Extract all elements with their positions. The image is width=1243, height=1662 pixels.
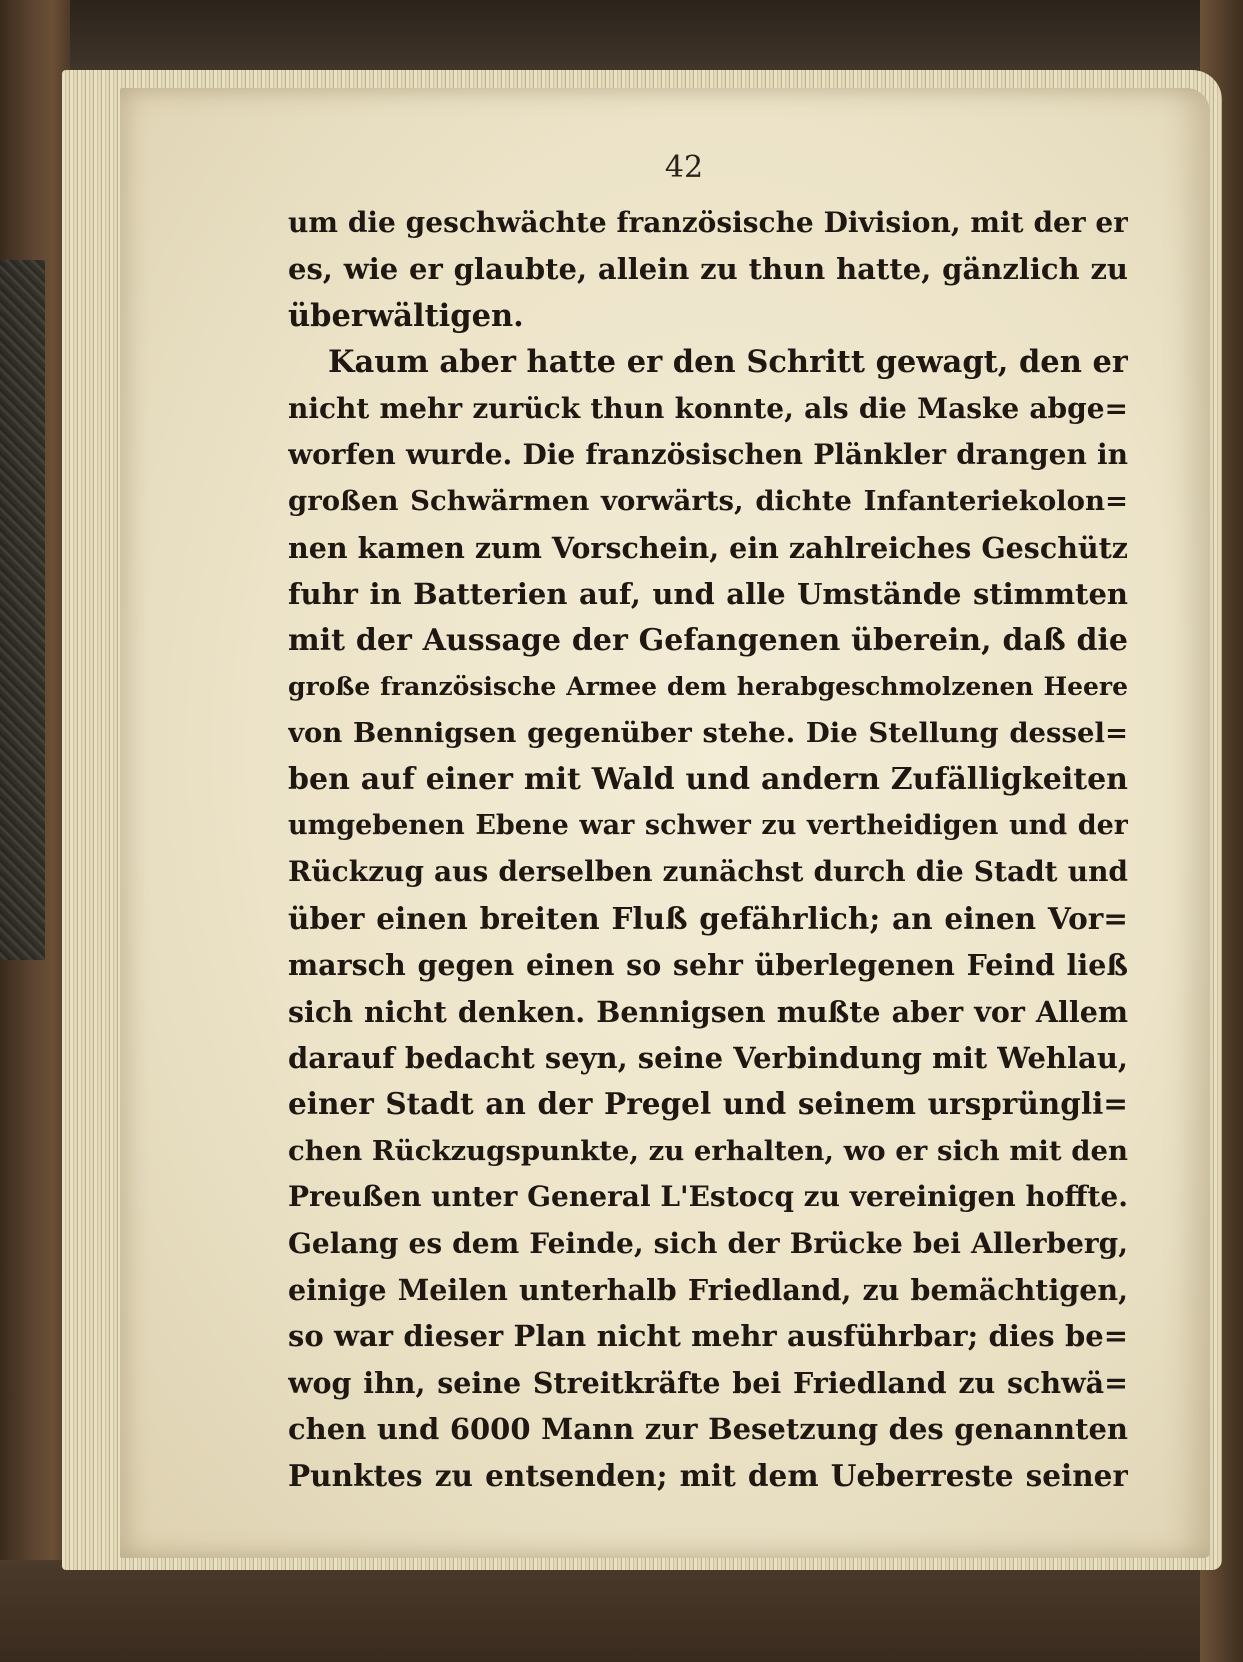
- page-number: 42: [664, 150, 704, 185]
- text-line: chen und 6000 Mann zur Besetzung des genannten: [288, 1412, 1128, 1447]
- text-line: Kaum aber hatte er den Schritt gewagt, den er: [328, 344, 1128, 381]
- text-line: darauf bedacht seyn, seine Verbindung mit Wehlau,: [288, 1041, 1128, 1076]
- body-text: [288, 200, 1128, 1499]
- text-line: um die geschwächte französische Division, mit der er: [288, 206, 1128, 239]
- text-line: sich nicht denken. Bennigsen mußte aber vor Allem: [288, 994, 1128, 1029]
- book-cover-bottom: [0, 1560, 1243, 1662]
- text-line: Punktes zu entsenden; mit dem Ueberreste seiner: [288, 1457, 1128, 1493]
- text-line: Preußen unter General L'Estocq zu vereinigen hoffte.: [288, 1180, 1128, 1214]
- text-line: nicht mehr zurück thun konnte, als die Maske abge=: [288, 391, 1128, 425]
- text-line: chen Rückzugspunkte, zu erhalten, wo er sich mit den: [288, 1134, 1128, 1167]
- text-line: von Bennigsen gegenüber stehe. Die Stellung dessel=: [288, 717, 1128, 750]
- text-line: marsch gegen einen so sehr überlegenen Feind ließ: [288, 948, 1128, 983]
- text-line: umgebenen Ebene war schwer zu vertheidigen und der: [288, 810, 1128, 842]
- cover-marbled-paper: [0, 260, 45, 960]
- text-line: über einen breiten Fluß gefährlich; an einen Vor=: [288, 900, 1128, 936]
- text-line: große französische Armee dem herabgeschmolzenen Heere: [288, 671, 1128, 701]
- text-line: großen Schwärmen vorwärts, dichte Infanteriekolon=: [288, 485, 1128, 518]
- text-line: wog ihn, seine Streitkräfte bei Friedland zu schwä=: [288, 1365, 1128, 1400]
- text-line: fuhr in Batterien auf, und alle Umstände stimmten: [288, 577, 1128, 612]
- text-line: überwältigen.: [288, 297, 524, 334]
- text-line: nen kamen zum Vorschein, ein zahlreiches Geschütz: [288, 530, 1128, 565]
- text-line: so war dieser Plan nicht mehr ausführbar; dies be=: [288, 1319, 1128, 1354]
- text-line: Rückzug aus derselben zunächst durch die Stadt und: [288, 855, 1128, 889]
- text-line: Gelang es dem Feinde, sich der Brücke bei Allerberg,: [288, 1226, 1128, 1260]
- text-line: worfen wurde. Die französischen Plänkler drangen in: [288, 437, 1128, 471]
- text-line: ben auf einer mit Wald und andern Zufälligkeiten: [288, 761, 1128, 797]
- text-line: mit der Aussage der Gefangenen überein, daß die: [288, 622, 1128, 658]
- text-line: einer Stadt an der Pregel und seinem ursprüngli=: [288, 1086, 1128, 1122]
- text-line: es, wie er glaubte, allein zu thun hatte, gänzlich zu: [288, 252, 1128, 287]
- text-line: einige Meilen unterhalb Friedland, zu bemächtigen,: [288, 1272, 1128, 1307]
